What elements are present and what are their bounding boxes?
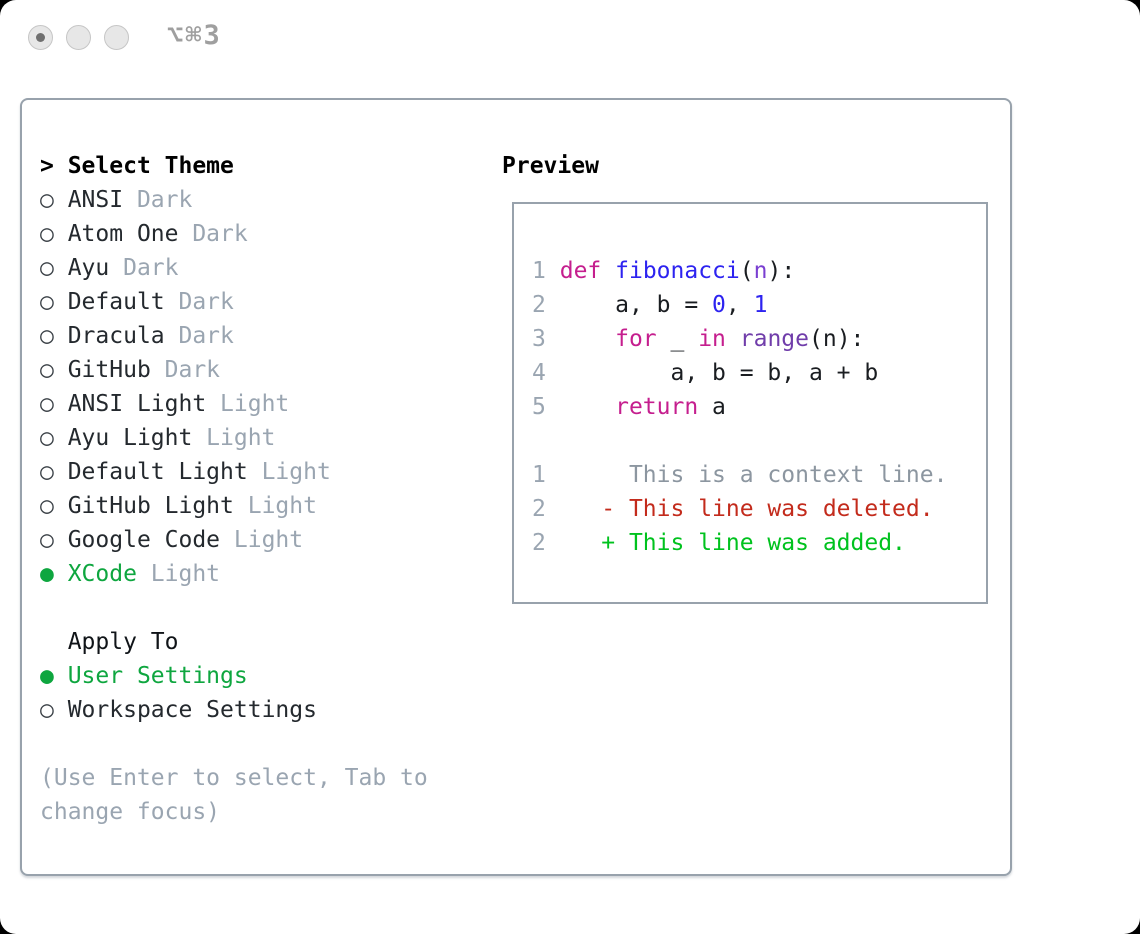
- code-gap: [546, 292, 560, 318]
- code-token-plain: ):: [767, 258, 796, 284]
- code-gap: [546, 326, 560, 352]
- code-token-keyword: in: [698, 326, 726, 352]
- theme-option-dracula[interactable]: [40, 319, 472, 353]
- theme-name: Default: [67, 289, 165, 315]
- apply-option-label: User Settings: [67, 663, 248, 689]
- line-number: 2: [532, 292, 546, 318]
- code-token-plain: [601, 258, 615, 284]
- diff-marker-icon: -: [601, 496, 629, 522]
- code-token-plain: [726, 326, 740, 352]
- code-token-builtin: range: [739, 326, 810, 352]
- theme-name: Ayu Light: [67, 425, 193, 451]
- theme-variant: Dark: [136, 187, 193, 213]
- theme-option-github-light[interactable]: [40, 489, 472, 523]
- diff-content: This line was added.: [628, 530, 906, 556]
- code-gap: [546, 394, 560, 420]
- theme-name: GitHub: [67, 357, 151, 383]
- radio-icon: ○: [40, 289, 54, 315]
- radio-icon: ○: [40, 425, 54, 451]
- line-number: 3: [532, 326, 546, 352]
- theme-variant: Light: [150, 561, 221, 587]
- radio-icon: ○: [40, 357, 54, 383]
- theme-name: Atom One: [67, 221, 179, 247]
- theme-name: XCode: [67, 561, 137, 587]
- code-token-plain: [560, 394, 615, 420]
- theme-option-github[interactable]: [40, 353, 472, 387]
- code-line: [532, 254, 986, 288]
- diff-gap: [546, 530, 601, 556]
- window-button-1-icon[interactable]: [28, 25, 53, 50]
- blank-line: [532, 424, 986, 458]
- window-controls: [28, 25, 129, 50]
- code-token-plain: [560, 326, 615, 352]
- theme-picker-panel: [20, 98, 1012, 876]
- diff-content: This is a context line.: [628, 462, 948, 488]
- diff-marker-icon: +: [601, 530, 629, 556]
- code-token-plain: _: [656, 326, 699, 352]
- radio-icon: ○: [40, 527, 54, 553]
- theme-variant: Light: [220, 391, 290, 417]
- theme-variant: Light: [247, 493, 317, 519]
- code-line: [532, 390, 986, 424]
- diff-lines: [532, 458, 986, 560]
- theme-variant: Light: [206, 425, 276, 451]
- code-token-plain: (n):: [809, 326, 865, 352]
- theme-option-default[interactable]: [40, 285, 472, 319]
- diff-text: [601, 462, 947, 488]
- theme-name: ANSI: [67, 187, 124, 213]
- prompt-icon: >: [40, 153, 54, 179]
- code-token-plain: a, b = b, a + b: [559, 360, 879, 386]
- theme-option-ansi-light[interactable]: [40, 387, 472, 421]
- code-lines: [532, 254, 986, 424]
- line-number: 4: [532, 360, 546, 386]
- theme-variant: Light: [233, 527, 304, 553]
- radio-icon: ○: [40, 187, 54, 213]
- theme-option-ayu[interactable]: [40, 251, 472, 285]
- diff-gap: [546, 496, 601, 522]
- diff-text: [601, 496, 933, 522]
- line-number: 1: [532, 258, 546, 284]
- theme-name: Google Code: [67, 527, 221, 553]
- code-preview: [532, 254, 986, 560]
- radio-selected-icon: ●: [40, 663, 54, 689]
- code-token-number: 1: [753, 292, 768, 318]
- window-button-2-icon[interactable]: [66, 25, 91, 50]
- theme-variant: Dark: [178, 323, 234, 349]
- theme-option-ansi[interactable]: [40, 183, 472, 217]
- theme-option-xcode[interactable]: [40, 557, 472, 591]
- theme-variant: Dark: [164, 357, 221, 383]
- theme-list: [40, 183, 472, 591]
- window-shortcut: ⌥⌘3: [167, 20, 222, 51]
- diff-line-added: [532, 526, 986, 560]
- code-token-keyword: for: [615, 326, 657, 352]
- radio-icon: ○: [40, 697, 54, 723]
- code-token-param: n: [753, 258, 768, 284]
- diff-text: [601, 530, 906, 556]
- active-dot-icon: [36, 33, 45, 42]
- radio-icon: ○: [40, 323, 54, 349]
- theme-name: GitHub Light: [67, 493, 234, 519]
- radio-icon: ○: [40, 391, 54, 417]
- diff-gap: [546, 462, 601, 488]
- select-theme-title: [40, 149, 472, 183]
- code-token-keyword: def: [559, 258, 602, 284]
- theme-name: ANSI Light: [67, 391, 207, 417]
- apply-option-workspace-settings[interactable]: [40, 693, 472, 727]
- code-gap: [546, 360, 560, 386]
- diff-marker-icon: [601, 462, 629, 488]
- code-line: [532, 288, 986, 322]
- theme-name: Dracula: [67, 323, 165, 349]
- code-gap: [546, 258, 560, 284]
- diff-line-context: [532, 458, 986, 492]
- theme-variant: Light: [261, 459, 331, 485]
- code-token-plain: (: [739, 258, 754, 284]
- radio-selected-icon: ●: [40, 561, 54, 587]
- theme-option-ayu-light[interactable]: [40, 421, 472, 455]
- radio-icon: ○: [40, 255, 54, 281]
- code-token-keyword: return: [615, 394, 699, 420]
- select-theme-label: Select Theme: [67, 153, 234, 179]
- code-line: [532, 356, 986, 390]
- theme-option-google-code[interactable]: [40, 523, 472, 557]
- theme-variant: Dark: [192, 221, 248, 247]
- theme-variant: Dark: [178, 289, 234, 315]
- preview-box: [512, 202, 988, 604]
- code-line: [532, 322, 986, 356]
- theme-selector: [40, 149, 472, 829]
- diff-content: This line was deleted.: [628, 496, 934, 522]
- apply-option-label: Workspace Settings: [67, 697, 317, 723]
- code-token-plain: ,: [725, 292, 754, 318]
- preview-title: Preview: [502, 153, 599, 179]
- code-token-plain: a, b =: [559, 292, 713, 318]
- theme-name: Default Light: [67, 459, 248, 485]
- diff-line-deleted: [532, 492, 986, 526]
- theme-option-default-light[interactable]: [40, 455, 472, 489]
- code-token-number: 0: [712, 292, 726, 318]
- radio-icon: ○: [40, 459, 54, 485]
- radio-icon: ○: [40, 493, 54, 519]
- code-token-plain: a: [698, 394, 726, 420]
- theme-name: Ayu: [67, 255, 110, 281]
- window-button-3-icon[interactable]: [104, 25, 129, 50]
- theme-variant: Dark: [123, 255, 179, 281]
- radio-icon: ○: [40, 221, 54, 247]
- line-number: 1: [532, 462, 546, 488]
- keyboard-hint: (Use Enter to select, Tab to change focus): [40, 765, 428, 825]
- line-number: 2: [532, 530, 546, 556]
- code-token-function: fibonacci: [615, 258, 740, 284]
- apply-option-user-settings[interactable]: [40, 659, 472, 693]
- theme-option-atom-one[interactable]: [40, 217, 472, 251]
- line-number: 5: [532, 394, 546, 420]
- apply-to-label: Apply To: [67, 629, 179, 655]
- apply-to-header: [40, 625, 472, 659]
- line-number: 2: [532, 496, 546, 522]
- apply-to-list: [40, 659, 472, 727]
